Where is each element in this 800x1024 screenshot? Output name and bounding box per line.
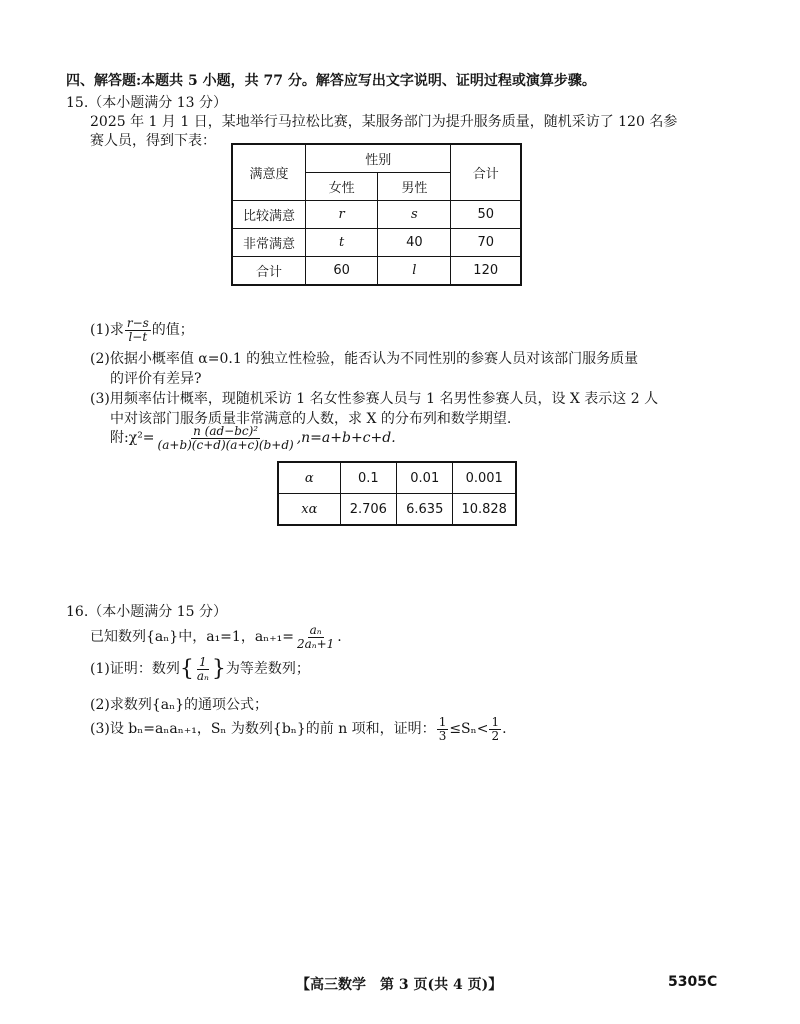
- cell-male: s: [378, 201, 451, 229]
- cell-total: 50: [451, 201, 521, 229]
- q16-part2: (2)求数列{aₙ}的通项公式；: [90, 697, 269, 713]
- survey-table: [231, 143, 522, 286]
- recurrence-den: 2aₙ+1: [296, 636, 335, 651]
- chi-formula-den: (a+b)(c+d)(a+c)(b+d): [157, 437, 294, 452]
- alpha-value: 0.1: [340, 462, 396, 494]
- q15-part3-line2: 中对该部门服务质量非常满意的人数，求 X 的分布列和数学期望.: [110, 411, 512, 427]
- reciprocal-den: aₙ: [196, 668, 209, 683]
- q16-p3-mid: ≤Sₙ<: [449, 721, 489, 738]
- q16-p1-prefix: (1)证明：数列: [90, 661, 180, 678]
- q16-given: [90, 624, 342, 650]
- alpha-label: α: [278, 462, 340, 494]
- header-male: 男性: [378, 173, 451, 201]
- q15-part2-line2: 的评价有差异?: [110, 371, 202, 387]
- q15-p1-prefix: (1)求: [90, 322, 124, 339]
- reciprocal-num: 1: [199, 655, 207, 669]
- table-row: [232, 257, 521, 286]
- q15-appendix: [110, 425, 396, 451]
- q16-part1: [90, 656, 310, 682]
- q15-p1-num: r−s: [126, 316, 149, 330]
- cell-male: l: [378, 257, 451, 286]
- table-row: [278, 462, 516, 494]
- cell-total: 120: [451, 257, 521, 286]
- q15-part1: [90, 317, 194, 343]
- q15-part3-line1: (3)用频率估计概率，现随机采访 1 名女性参赛人员与 1 名男性参赛人员，设 X 表示这 2 人: [90, 391, 659, 407]
- right-brace: }: [211, 656, 226, 682]
- q15-intro-line1: 2025 年 1 月 1 日，某地举行马拉松比赛，某服务部门为提升服务质量，随机采访了 120 名参: [90, 114, 678, 130]
- q16-header: 16.（本小题满分 15 分）: [66, 604, 227, 620]
- cell-male: 40: [378, 229, 451, 257]
- critical-values-table: [277, 461, 517, 526]
- q15-p1-fraction: [125, 317, 151, 343]
- row-label: 比较满意: [232, 201, 306, 229]
- section-title: 四、解答题:本题共 5 小题，共 77 分。解答应写出文字说明、证明过程或演算步骤。: [66, 73, 596, 89]
- appendix-prefix: 附:χ²=: [110, 430, 155, 447]
- header-gender: 性别: [306, 144, 451, 173]
- q15-p1-suffix: 的值；: [151, 322, 194, 339]
- lower-bound-num: 1: [438, 715, 447, 729]
- q16-p3-prefix: (3)设 bₙ=aₙaₙ₊₁，Sₙ 为数列{bₙ}的前 n 项和，证明：: [90, 721, 436, 738]
- exam-code: 5305C: [668, 974, 718, 990]
- lower-bound-fraction: [437, 716, 449, 742]
- alpha-value: 0.01: [397, 462, 453, 494]
- alpha-value: 0.001: [453, 462, 516, 494]
- q16-given-prefix: 已知数列{aₙ}中，a₁=1，aₙ₊₁=: [90, 629, 294, 646]
- page-footer: 【高三数学 第 3 页(共 4 页)】: [296, 977, 503, 993]
- cell-female: 60: [306, 257, 378, 286]
- header-satisfaction: 满意度: [232, 144, 306, 201]
- table-row: [232, 201, 521, 229]
- header-total: 合计: [451, 144, 521, 201]
- q15-intro-line2: 赛人员，得到下表：: [90, 133, 216, 149]
- upper-bound-den: 2: [491, 728, 500, 743]
- recurrence-fraction: [295, 624, 336, 650]
- q15-p1-den: l−t: [128, 329, 148, 344]
- x-alpha-value: 6.635: [397, 494, 453, 526]
- row-label: 合计: [232, 257, 306, 286]
- q16-p3-suffix: .: [502, 721, 507, 738]
- lower-bound-den: 3: [438, 728, 447, 743]
- table-row: [232, 229, 521, 257]
- q15-header: 15.（本小题满分 13 分）: [66, 95, 227, 111]
- chi-square-formula: [156, 425, 296, 451]
- upper-bound-fraction: [489, 716, 501, 742]
- recurrence-num: aₙ: [309, 623, 322, 637]
- q16-p1-suffix: 为等差数列；: [225, 661, 310, 678]
- appendix-suffix: ,n=a+b+c+d.: [296, 430, 396, 447]
- q16-given-suffix: .: [337, 629, 342, 646]
- cell-total: 70: [451, 229, 521, 257]
- upper-bound-num: 1: [491, 715, 500, 729]
- table-row: [278, 494, 516, 526]
- reciprocal-fraction: [195, 656, 211, 682]
- chi-formula-num: n (ad−bc)²: [193, 424, 259, 438]
- row-label: 非常满意: [232, 229, 306, 257]
- q15-part2-line1: (2)依据小概率值 α=0.1 的独立性检验，能否认为不同性别的参赛人员对该部门服务质量: [90, 351, 639, 367]
- q16-part3: [90, 716, 507, 742]
- x-alpha-value: 2.706: [340, 494, 396, 526]
- cell-female: t: [306, 229, 378, 257]
- cell-female: r: [306, 201, 378, 229]
- left-brace: {: [179, 656, 194, 682]
- x-alpha-label: xα: [278, 494, 340, 526]
- x-alpha-value: 10.828: [453, 494, 516, 526]
- header-female: 女性: [306, 173, 378, 201]
